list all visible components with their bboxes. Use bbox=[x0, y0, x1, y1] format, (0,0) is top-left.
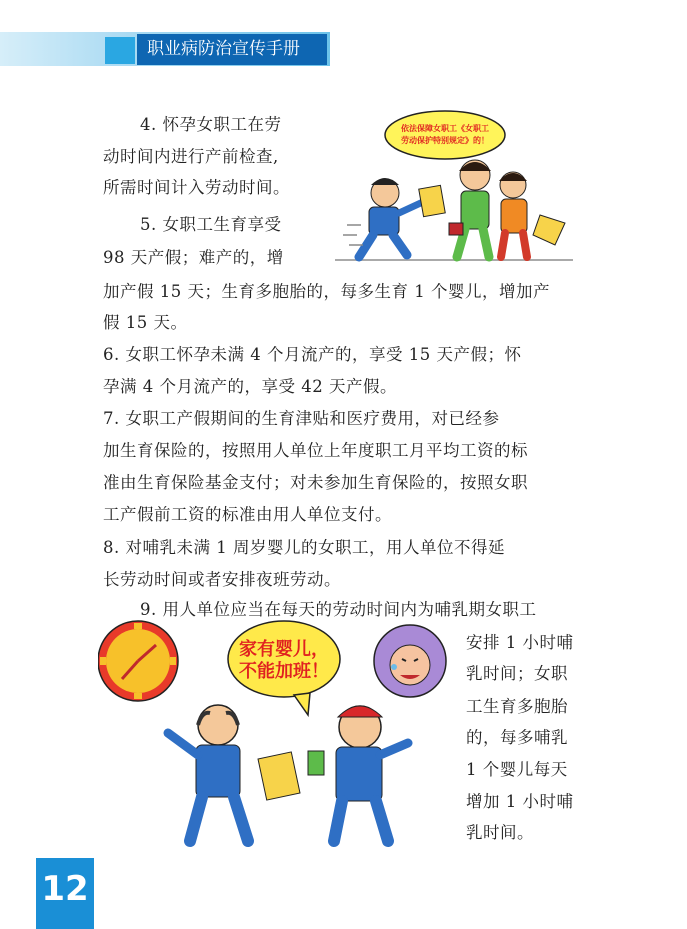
text-line: 假 15 天。 bbox=[103, 313, 188, 332]
running-man-figure bbox=[343, 178, 445, 257]
manager-figure bbox=[168, 705, 300, 841]
bottom-bubble-line1: 家有婴儿， bbox=[239, 639, 329, 660]
text-line: 乳时间；女职 bbox=[466, 664, 568, 683]
text-line: 7. 女职工产假期间的生育津贴和医疗费用，对已经参 bbox=[103, 409, 500, 428]
clock-icon bbox=[98, 621, 178, 701]
bottom-bubble-line2: 不能加班！ bbox=[239, 661, 329, 682]
text-line: 乳时间。 bbox=[466, 823, 534, 842]
text-line: 增加 1 小时哺 bbox=[466, 792, 574, 811]
text-line: 1 个婴儿每天 bbox=[466, 760, 568, 779]
woman-orange-figure bbox=[499, 172, 565, 257]
text-line: 5. 女职工生育享受 bbox=[140, 215, 282, 234]
woman-green-figure bbox=[449, 160, 491, 257]
text-line: 准由生育保险基金支付；对未参加生育保险的，按照女职 bbox=[103, 473, 528, 492]
text-line: 安排 1 小时哺 bbox=[466, 633, 574, 652]
text-line: 加生育保险的，按照用人单位上年度职工月平均工资的标 bbox=[103, 441, 528, 460]
text-line: 的，每多哺乳 bbox=[466, 728, 568, 747]
illustration-bottom bbox=[98, 615, 458, 850]
header-title: 职业病防治宣传手册 bbox=[137, 34, 327, 65]
text-line: 98 天产假；难产的，增 bbox=[103, 248, 284, 267]
text-line: 动时间内进行产前检查, bbox=[103, 147, 279, 166]
text-line: 工生育多胞胎 bbox=[466, 697, 568, 716]
top-bubble-line2: 劳动保护特别规定》的！ bbox=[401, 136, 489, 145]
page-number: 12 bbox=[36, 858, 94, 929]
worker-figure bbox=[308, 706, 408, 841]
top-bubble-line1: 依法保障女职工《女职工 bbox=[401, 124, 489, 133]
illustration-top bbox=[325, 105, 575, 270]
text-line: 4. 怀孕女职工在劳 bbox=[140, 115, 282, 134]
text-line: 9. 用人单位应当在每天的劳动时间内为哺乳期女职工 bbox=[140, 600, 537, 619]
crying-baby-icon bbox=[374, 625, 446, 697]
text-line: 所需时间计入劳动时间。 bbox=[103, 178, 290, 197]
text-line: 长劳动时间或者安排夜班劳动。 bbox=[103, 570, 341, 589]
text-line: 6. 女职工怀孕未满 4 个月流产的，享受 15 天产假；怀 bbox=[103, 345, 522, 364]
text-line: 加产假 15 天；生育多胞胎的，每多生育 1 个婴儿，增加产 bbox=[103, 282, 550, 301]
text-line: 8. 对哺乳未满 1 周岁婴儿的女职工，用人单位不得延 bbox=[103, 538, 505, 557]
text-line: 工产假前工资的标准由用人单位支付。 bbox=[103, 505, 392, 524]
text-line: 孕满 4 个月流产的，享受 42 天产假。 bbox=[103, 377, 397, 396]
header-accent bbox=[105, 37, 135, 64]
